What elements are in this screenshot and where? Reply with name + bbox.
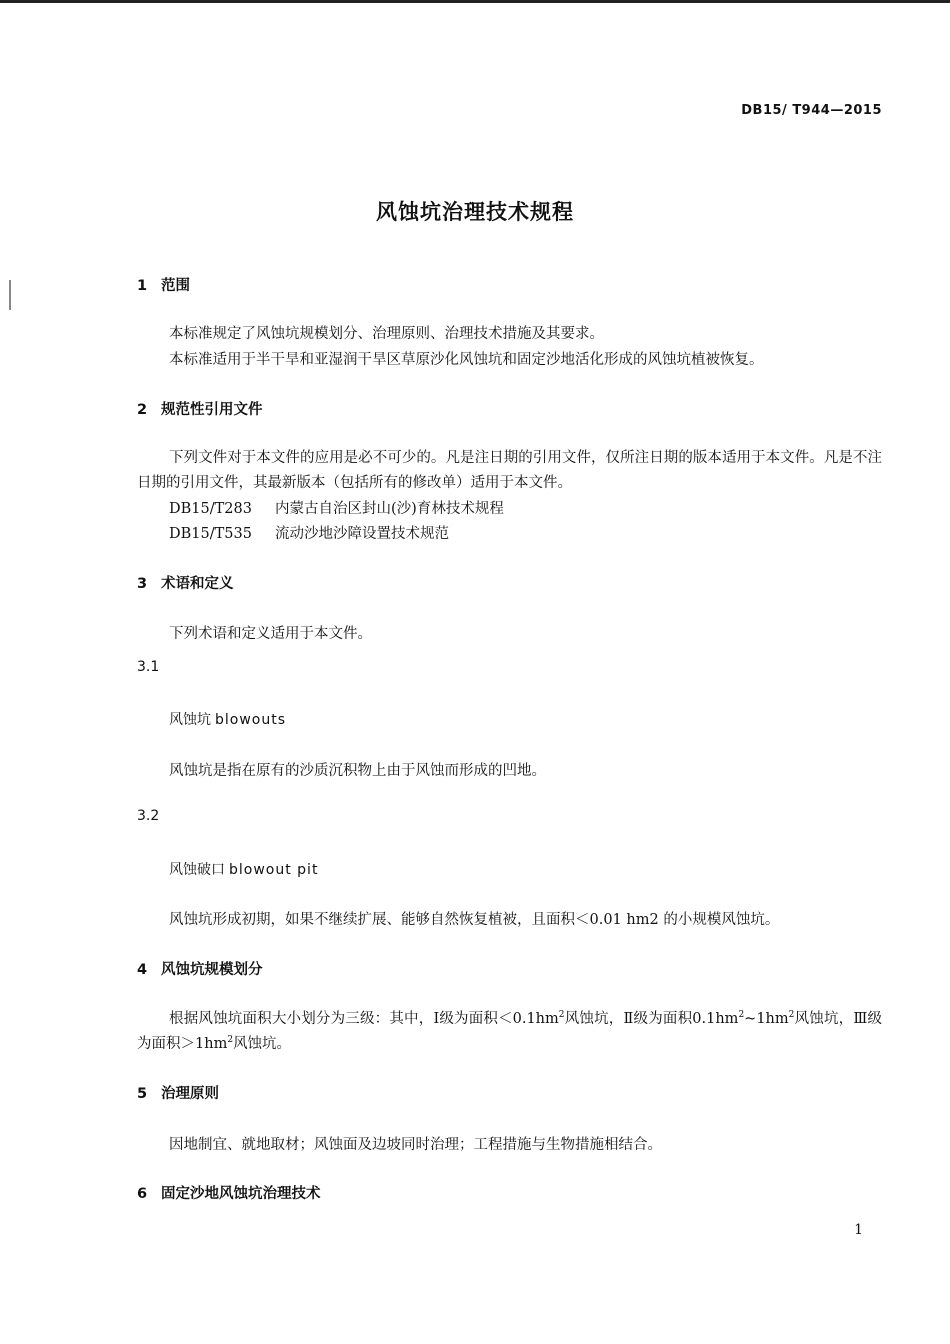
term-en: blowouts (215, 712, 287, 728)
standard-code: DB15/ T944—2015 (741, 103, 882, 118)
term-3-1-definition: 风蚀坑是指在原有的沙质沉积物上由于风蚀而形成的凹地。 (169, 763, 546, 779)
term-cn: 风蚀坑 (169, 712, 211, 728)
scan-top-border (0, 0, 950, 3)
section-4-heading (137, 958, 263, 979)
section-5-heading (137, 1082, 219, 1103)
term-en: blowout pit (229, 862, 319, 878)
section-title: 术语和定义 (161, 576, 234, 592)
page-number: 1 (854, 1222, 863, 1238)
section-5-para-1: 因地制宜、就地取材；风蚀面及边坡同时治理；工程措施与生物措施相结合。 (169, 1137, 662, 1153)
section-number: 3 (137, 576, 148, 592)
reference-item (169, 522, 449, 543)
section-1-heading (137, 274, 190, 295)
section-2-heading (137, 398, 263, 419)
reference-code: DB15/T283 (169, 501, 252, 517)
section-title: 固定沙地风蚀坑治理技术 (161, 1186, 321, 1202)
term-3-2-heading (169, 859, 318, 879)
section-number: 6 (137, 1186, 148, 1202)
document-title: 风蚀坑治理技术规程 (376, 200, 574, 224)
term-3-2-definition: 风蚀坑形成初期，如果不继续扩展、能够自然恢复植被，且面积＜0.01 hm2 的小规模风蚀坑。 (169, 912, 780, 928)
section-3-para-1: 下列术语和定义适用于本文件。 (169, 626, 372, 642)
reference-code: DB15/T535 (169, 526, 252, 542)
scan-artifact (9, 280, 11, 310)
section-number: 5 (137, 1086, 148, 1102)
section-3-heading (137, 572, 234, 593)
section-1-para-1: 本标准规定了风蚀坑规模划分、治理原则、治理技术措施及其要求。 (169, 326, 604, 342)
section-number: 1 (137, 278, 148, 294)
reference-name: 流动沙地沙障设置技术规范 (275, 526, 449, 542)
reference-name: 内蒙古自治区封山(沙)育林技术规程 (275, 501, 504, 517)
term-cn: 风蚀破口 (169, 862, 225, 878)
section-title: 范围 (161, 278, 190, 294)
section-title: 治理原则 (161, 1086, 219, 1102)
term-3-1-heading (169, 709, 286, 729)
reference-item (169, 497, 504, 518)
section-title: 规范性引用文件 (161, 402, 263, 418)
section-1-para-2: 本标准适用于半干旱和亚湿润干旱区草原沙化风蚀坑和固定沙地活化形成的风蚀坑植被恢复。 (169, 352, 764, 368)
section-4-para-1: 根据风蚀坑面积大小划分为三级：其中，Ⅰ级为面积$<0.1hm^2$风蚀坑，Ⅱ级为面积$0.1hm^2\sim 1hm^2$风蚀坑，Ⅲ级为面积$>1hm^2$风蚀坑。 (137, 1010, 883, 1052)
section-title: 风蚀坑规模划分 (161, 962, 263, 978)
section-number: 2 (137, 402, 148, 418)
section-2-para-1: 下列文件对于本文件的应用是必不可少的。凡是注日期的引用文件，仅所注日期的版本适用于本文件。凡是不注日期的引用文件，其最新版本（包括所有的修改单）适用于本文件。 (137, 450, 882, 491)
section-number: 4 (137, 962, 148, 978)
term-3-1-number: 3.1 (137, 659, 160, 675)
section-6-heading (137, 1182, 321, 1203)
term-3-2-number: 3.2 (137, 808, 160, 824)
